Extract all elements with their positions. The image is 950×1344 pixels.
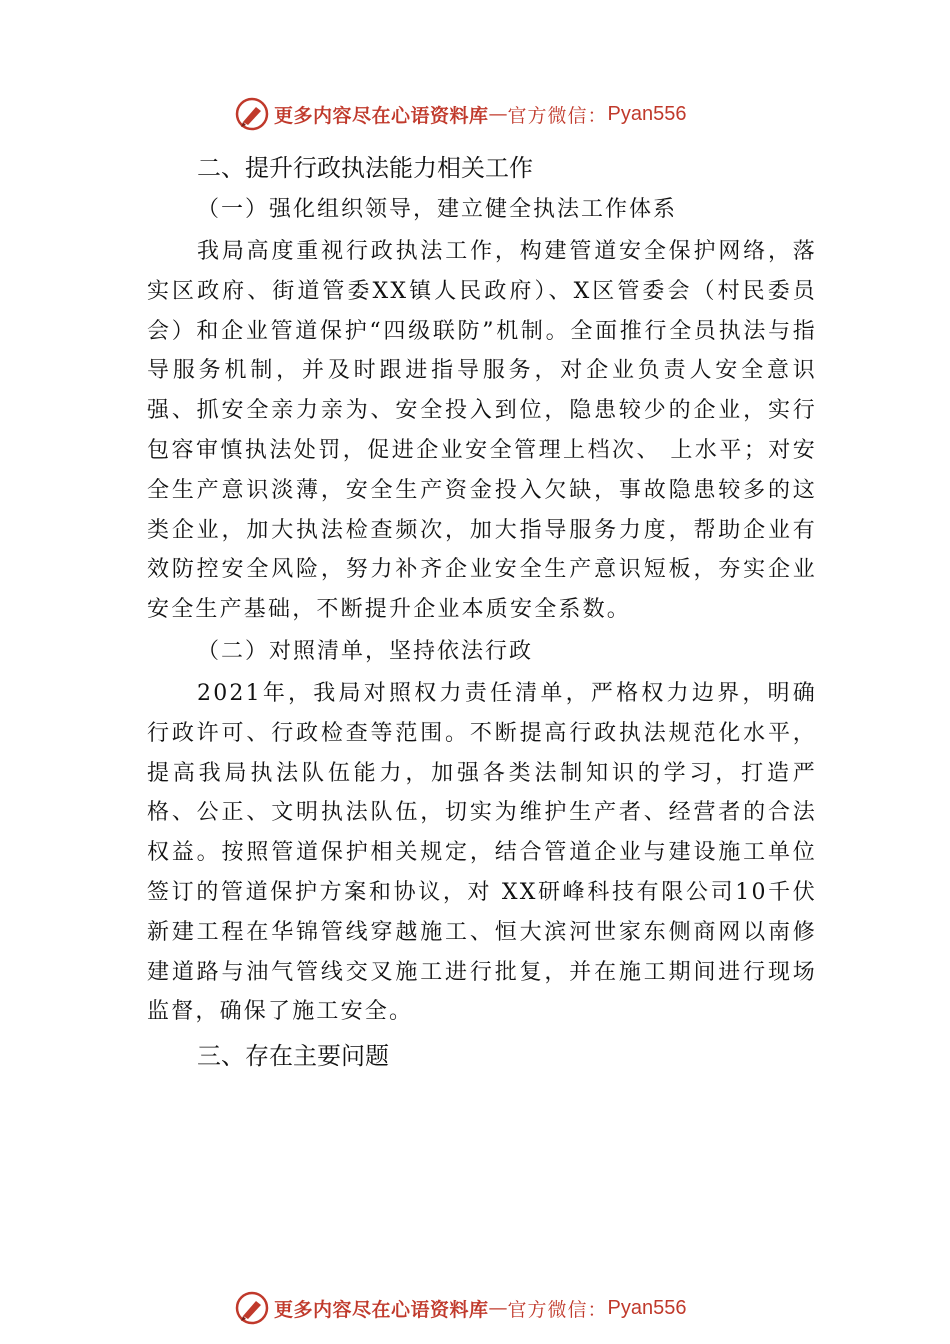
watermark-wechat-id: Pyan556 bbox=[607, 1296, 687, 1319]
watermark-label: 官方微信： bbox=[507, 1298, 608, 1321]
watermark-main-text: 更多内容尽在心语资料库 bbox=[274, 104, 489, 127]
section-heading: 三、存在主要问题 bbox=[197, 1042, 389, 1071]
watermark-wechat-id: Pyan556 bbox=[607, 102, 687, 125]
pen-logo-icon bbox=[234, 1290, 270, 1326]
paragraph: 2021年，我局对照权力责任清单，严格权力边界，明确行政许可、行政检查等范围。不断提高行政执法规范化水平，提高我局执法队伍能力，加强各类法制知识的学习，打造严格、公正、文明执法队伍，切实为维护生产者、经营者的合法权益。按照管道保护相关规定，结合管道企业与建设施工单位签订的管道保护方案和协议，对 XX研峰科技有限公司10千伏新建工程在华锦管线穿越施工、恒大滨河世家东侧商网以南修建道路与油气管线交叉施工进行批复，并在施工期间进行现场监督，确保了施工安全。 bbox=[147, 680, 817, 1025]
watermark-main-text: 更多内容尽在心语资料库 bbox=[274, 1298, 489, 1321]
watermark-separator: — bbox=[488, 103, 508, 125]
watermark-label: 官方微信： bbox=[507, 104, 608, 127]
watermark-header bbox=[234, 96, 754, 132]
section-heading: 二、提升行政执法能力相关工作 bbox=[197, 154, 533, 182]
subsection-heading: （一）强化组织领导，建立健全执法工作体系 bbox=[197, 197, 678, 222]
watermark-separator: — bbox=[488, 1297, 508, 1319]
paragraph: 我局高度重视行政执法工作，构建管道安全保护网络，落实区政府、街道管委XX镇人民政府）、X区管委会（村民委员会）和企业管道保护“四级联防”机制。全面推行全员执法与指导服务机制，并及时跟进指导服务，对企业负责人安全意识强、抓安全亲力亲为、安全投入到位，隐患较少的企业，实行包容审慎执法处罚，促进企业安全管理上档次、 上水平；对安全生产意识淡薄，安全生产资金投入欠缺，事故隐患较多的这类企业，加大执法检查频次，加大指导服务力度，帮助企业有效防控安全风险，努力补齐企业安全生产意识短板，夯实企业安全生产基础，不断提升企业本质安全系数。 bbox=[147, 239, 817, 623]
pen-logo-icon bbox=[234, 96, 270, 132]
subsection-heading: （二）对照清单，坚持依法行政 bbox=[197, 638, 534, 664]
document-body bbox=[147, 150, 817, 1080]
watermark-footer bbox=[234, 1290, 754, 1326]
